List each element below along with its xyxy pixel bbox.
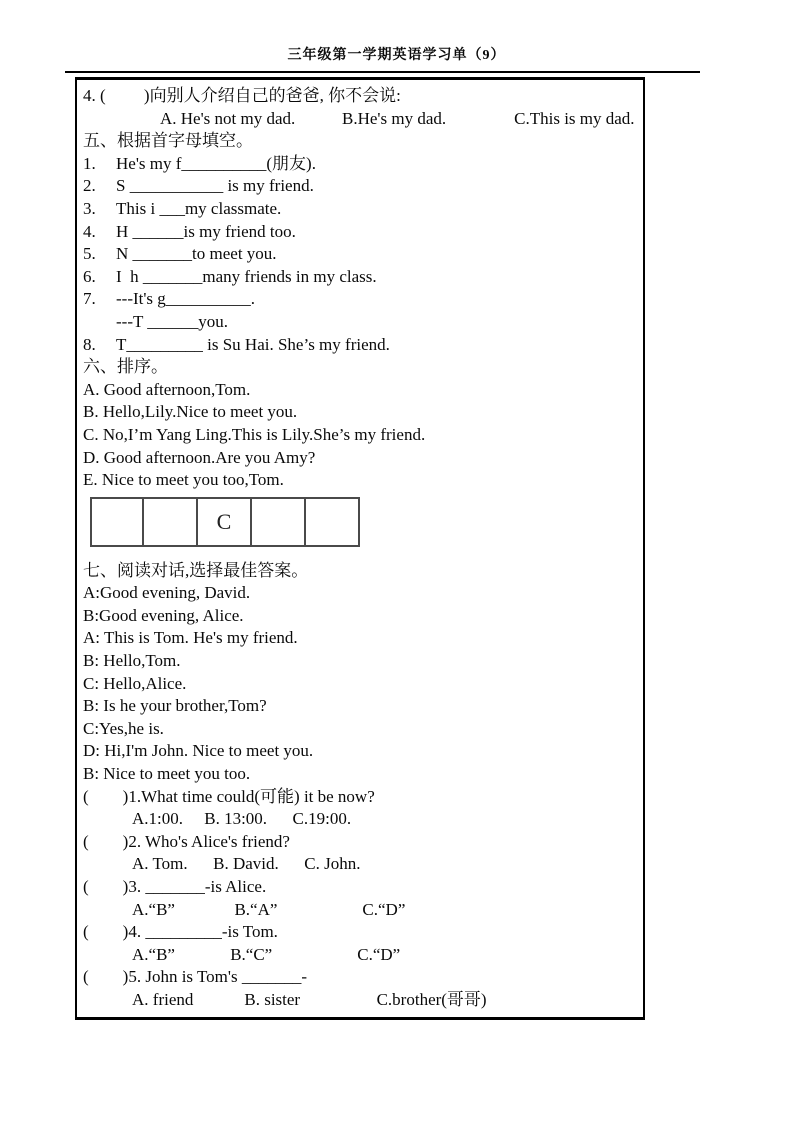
dialogue-line: B:Good evening, Alice. — [83, 605, 244, 625]
item-text: H ______is my friend too. — [116, 221, 296, 241]
dialogue-line: B: Hello,Tom. — [83, 651, 181, 671]
item-text: ---It's g__________. — [116, 289, 256, 309]
item-text: T_________ is Su Hai. She’s my friend. — [116, 334, 390, 354]
page-title: 三年级第一学期英语学习单（9） — [287, 48, 506, 63]
mc-question-options: A. Tom. B. David. C. John. — [132, 854, 361, 874]
answer-boxes — [90, 497, 639, 547]
answer-cell — [306, 497, 360, 547]
item-number: 1. — [83, 153, 96, 173]
fill-item — [83, 175, 639, 198]
item-text: This i ___my classmate. — [116, 198, 282, 218]
sort-sentence-e: E. Nice to meet you too,Tom. — [83, 470, 284, 490]
item-text: ---T ______you. — [116, 311, 229, 331]
sort-sentence-a: A. Good afternoon,Tom. — [83, 379, 251, 399]
answer-cell: C — [198, 497, 252, 547]
section7-heading: 七、阅读对话,选择最佳答案。 — [83, 560, 309, 580]
dialogue-line: A: This is Tom. He's my friend. — [83, 628, 298, 648]
answer-cell — [90, 497, 144, 547]
item-number: 5. — [83, 244, 96, 264]
dialogue-line: B: Is he your brother,Tom? — [83, 696, 267, 716]
mc-question-options: A.“B” B.“C” C.“D” — [132, 944, 401, 964]
mc-question-stem: ( )3. _______-is Alice. — [83, 877, 267, 896]
section5-heading: 五、根据首字母填空。 — [83, 131, 253, 151]
fill-item — [83, 243, 639, 266]
item-number: 3. — [83, 198, 96, 218]
mc-question-stem: ( )2. Who's Alice's friend? — [83, 831, 290, 851]
item-text: N _______to meet you. — [116, 244, 277, 264]
question4-stem: 4. ( )向别人介绍自己的爸爸, 你不会说: — [83, 86, 401, 105]
sort-sentence-d: D. Good afternoon.Are you Amy? — [83, 447, 316, 467]
mc-question-stem: ( )4. _________-is Tom. — [83, 922, 278, 942]
answer-cell — [144, 497, 198, 547]
mc-question-options: A.“B” B.“A” C.“D” — [132, 899, 406, 919]
sort-sentence-b: B. Hello,Lily.Nice to meet you. — [83, 402, 298, 422]
fill-item — [83, 288, 639, 311]
fill-item — [83, 311, 639, 334]
fill-item — [83, 266, 639, 289]
item-text: He's my f__________(朋友). — [116, 153, 316, 173]
dialogue-line: A:Good evening, David. — [83, 583, 251, 603]
dialogue-line: C:Yes,he is. — [83, 718, 164, 738]
mc-question-options: A. friend B. sister C.brother(哥哥) — [132, 989, 487, 1009]
item-number — [83, 311, 116, 334]
section6-heading: 六、排序。 — [83, 357, 168, 377]
sort-sentence-c: C. No,I’m Yang Ling.This is Lily.She’s my friend. — [83, 424, 426, 444]
dialogue-line: D: Hi,I'm John. Nice to meet you. — [83, 741, 314, 761]
item-number: 2. — [83, 176, 96, 196]
item-number: 7. — [83, 289, 96, 309]
mc-question-stem: ( )5. John is Tom's _______- — [83, 967, 307, 987]
header-rule — [65, 71, 700, 73]
fill-item — [83, 153, 639, 176]
item-text: I h _______many friends in my class. — [116, 266, 377, 286]
question4-options: A. He's not my dad. B.He's my dad. C.This is my dad. — [160, 108, 635, 128]
dialogue-line: C: Hello,Alice. — [83, 673, 187, 693]
fill-item — [83, 221, 639, 244]
dialogue-line: B: Nice to meet you too. — [83, 764, 251, 784]
item-number: 4. — [83, 221, 96, 241]
fill-item — [83, 334, 639, 357]
item-number: 6. — [83, 266, 96, 286]
answer-cell — [252, 497, 306, 547]
worksheet-body-box — [75, 77, 645, 1020]
mc-question-options: A.1:00. B. 13:00. C.19:00. — [132, 809, 352, 829]
mc-question-stem: ( )1.What time could(可能) it be now? — [83, 786, 375, 806]
item-text: S ___________ is my friend. — [116, 176, 314, 196]
fill-item — [83, 198, 639, 221]
item-number: 8. — [83, 334, 96, 354]
